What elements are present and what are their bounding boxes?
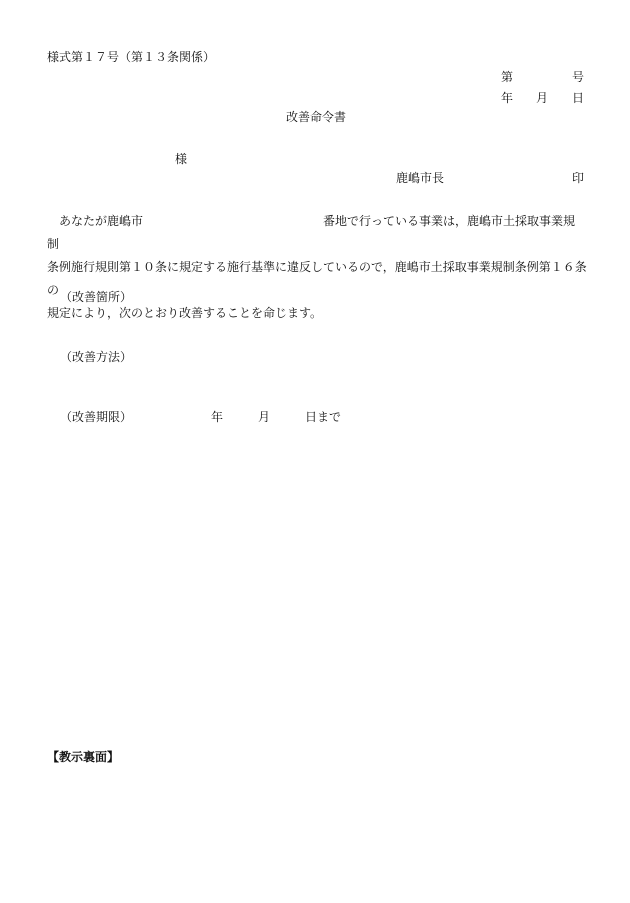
improvement-location-label: （改善箇所） <box>60 290 133 304</box>
body-line-2: 条例施行規則第１０条に規定する施行基準に違反しているので，鹿嶋市土採取事業規制条例第１６条の <box>47 260 587 297</box>
order-body <box>47 210 587 325</box>
deadline-year: 年 <box>211 410 224 424</box>
improvement-deadline-label: （改善期限） <box>60 410 133 424</box>
date-month: 月 <box>536 91 549 105</box>
addressee-honorific: 様 <box>175 152 188 166</box>
body-part-2: 番地で行っている事業は，鹿嶋市土採取事業規制 <box>47 214 576 251</box>
deadline-month: 月 <box>258 410 271 424</box>
form-number: 様式第１７号（第１３条関係） <box>47 50 216 64</box>
notice-heading: 【教示裏面】 <box>47 750 120 764</box>
improvement-method-label: （改善方法） <box>60 350 133 364</box>
sender-name: 鹿嶋市長 <box>396 171 445 185</box>
date-day: 日 <box>572 91 585 105</box>
date-year: 年 <box>501 91 514 105</box>
document-number-go: 号 <box>572 70 585 84</box>
document-title: 改善命令書 <box>286 110 347 124</box>
seal-mark: 印 <box>572 171 585 185</box>
body-line-3: 規定により，次のとおり改善することを命じます。 <box>47 306 323 320</box>
body-part-1: あなたが鹿嶋市 <box>59 214 144 228</box>
deadline-day: 日まで <box>305 410 342 424</box>
body-line-1 <box>47 210 587 256</box>
document-number-dai: 第 <box>501 70 514 84</box>
